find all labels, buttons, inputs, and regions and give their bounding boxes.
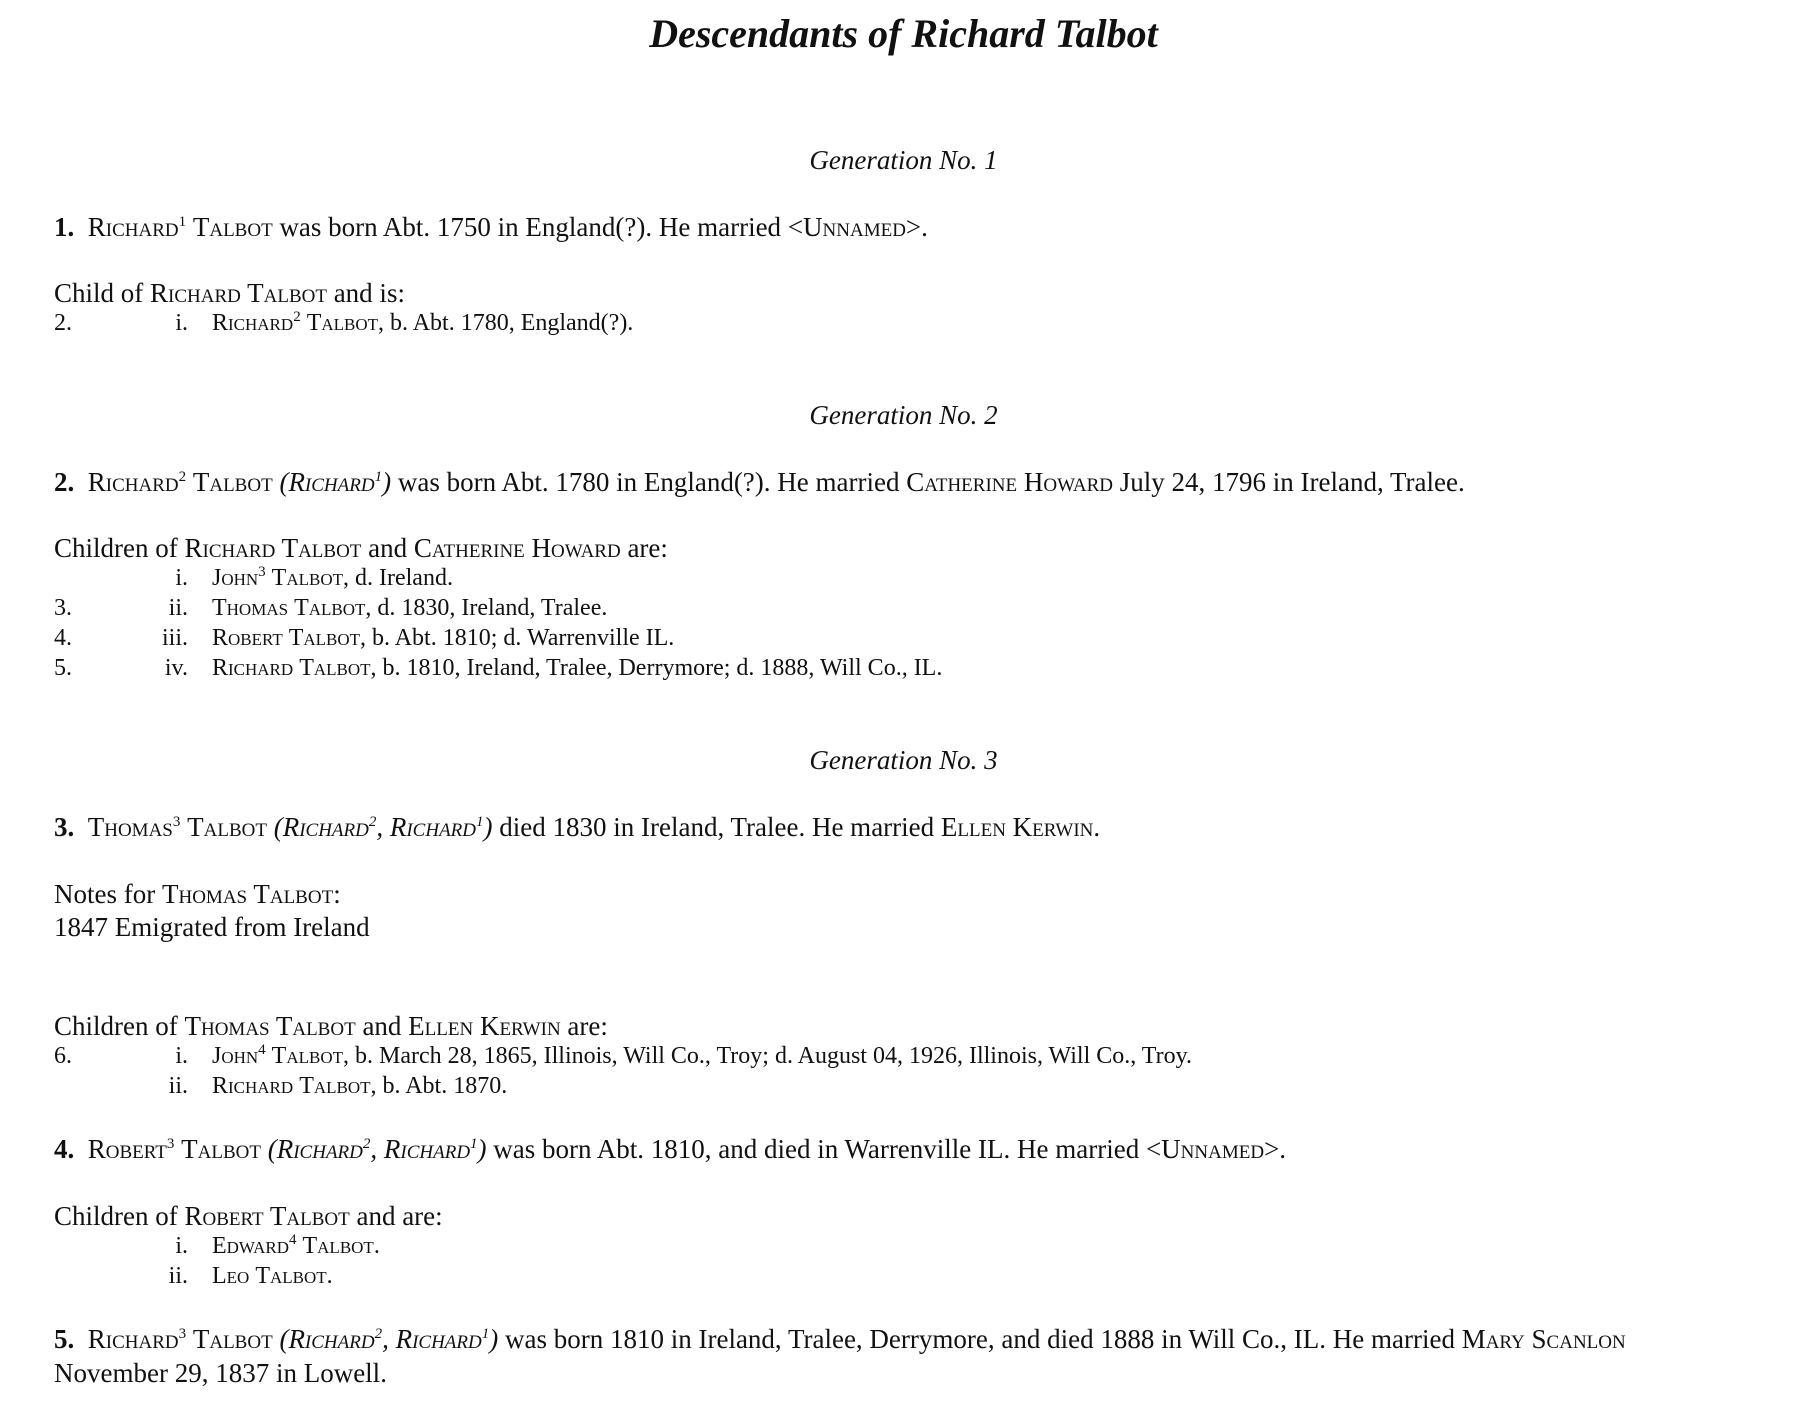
person-surname: Talbot bbox=[192, 212, 273, 242]
child-roman-numeral: iv. bbox=[164, 655, 188, 681]
child-row bbox=[0, 1233, 1807, 1263]
generation-heading-3: Generation No. 3 bbox=[809, 745, 998, 775]
child-surname: Talbot bbox=[306, 310, 379, 336]
child-row bbox=[0, 625, 1807, 655]
ancestor-name-2: Richard bbox=[389, 812, 477, 842]
child-details: , d. 1830, Ireland, Tralee. bbox=[365, 595, 608, 621]
entry-number: 3. bbox=[54, 812, 75, 842]
spouse-name: <Unnamed> bbox=[787, 212, 922, 242]
entry-text-2: July 24, 1796 in Ireland, Tralee. bbox=[1113, 467, 1465, 497]
child-details: , b. 1810, Ireland, Tralee, Derrymore; d. 1888, Will Co., IL. bbox=[370, 655, 943, 681]
children-prefix: Children of bbox=[54, 533, 185, 563]
ancestry-open: ( bbox=[279, 467, 289, 497]
child-ref-number: 3. bbox=[54, 595, 72, 621]
child-roman-numeral: ii. bbox=[168, 1263, 188, 1289]
ancestry-close: ) bbox=[382, 467, 392, 497]
entry-text: was born Abt. 1750 in England(?). He married bbox=[272, 212, 788, 242]
child-roman-numeral: i. bbox=[175, 565, 188, 591]
children-heading-4 bbox=[54, 1201, 443, 1232]
children-and: and bbox=[355, 1011, 409, 1041]
entry-number: 4. bbox=[54, 1134, 75, 1164]
person-entry-5 bbox=[54, 1324, 1626, 1355]
child-ref-number: 6. bbox=[54, 1043, 72, 1069]
child-text bbox=[212, 655, 942, 682]
entry-number: 5. bbox=[54, 1324, 75, 1354]
children-prefix: Children of bbox=[54, 1201, 185, 1231]
spouse-name: Catherine Howard bbox=[906, 467, 1114, 497]
notes-prefix: Notes for bbox=[54, 879, 162, 909]
child-surname: Talbot bbox=[271, 1043, 343, 1069]
child-roman-numeral: iii. bbox=[161, 625, 188, 651]
child-row bbox=[0, 1073, 1807, 1103]
generation-superscript: 3 bbox=[178, 1326, 187, 1342]
person-given-name: Richard bbox=[87, 467, 179, 497]
person-entry-2 bbox=[54, 467, 1465, 498]
child-roman-numeral: ii. bbox=[168, 595, 188, 621]
child-details: , b. Abt. 1810; d. Warrenville IL. bbox=[360, 625, 675, 651]
child-given-name: Edward bbox=[212, 1233, 289, 1259]
person-surname: Talbot bbox=[192, 1324, 273, 1354]
child-given-name: Richard bbox=[212, 1073, 294, 1099]
generation-heading-1: Generation No. 1 bbox=[809, 145, 998, 175]
child-text bbox=[212, 1043, 1192, 1070]
ancestry-close: ) bbox=[477, 1134, 487, 1164]
parent-name-2: Ellen Kerwin bbox=[408, 1011, 561, 1041]
person-surname: Talbot bbox=[181, 1134, 261, 1164]
person-entry-5-continuation: November 29, 1837 in Lowell. bbox=[54, 1358, 387, 1388]
ancestor-name: Richard bbox=[282, 812, 369, 842]
child-row bbox=[0, 655, 1807, 685]
entry-number: 1. bbox=[54, 212, 75, 242]
child-ref-number: 4. bbox=[54, 625, 72, 651]
child-surname: Talbot bbox=[255, 1263, 327, 1289]
entry-text: was born Abt. 1780 in England(?). He married bbox=[391, 467, 907, 497]
child-given-name: Richard bbox=[212, 310, 294, 336]
child-given-name: John bbox=[212, 565, 259, 591]
children-prefix: Child of bbox=[54, 278, 151, 308]
child-surname: Talbot bbox=[271, 565, 343, 591]
person-given-name: Richard bbox=[87, 212, 179, 242]
person-entry-4 bbox=[54, 1134, 1286, 1165]
child-details: , b. Abt. 1780, England(?). bbox=[378, 310, 634, 336]
child-given-name: Robert bbox=[212, 625, 283, 651]
generation-superscript: 3 bbox=[166, 1136, 175, 1152]
person-given-name: Richard bbox=[87, 1324, 179, 1354]
child-row bbox=[0, 1263, 1807, 1293]
person-entry-3 bbox=[54, 812, 1100, 843]
notes-suffix: : bbox=[333, 879, 341, 909]
child-text bbox=[212, 1233, 380, 1260]
notes-body: 1847 Emigrated from Ireland bbox=[54, 912, 370, 942]
ancestor-superscript-2: 1 bbox=[476, 814, 484, 830]
child-details: . bbox=[326, 1263, 333, 1289]
entry-end: . bbox=[1279, 1134, 1287, 1164]
ancestor-superscript: 2 bbox=[374, 1326, 383, 1342]
entry-text: was born Abt. 1810, and died in Warrenville IL. He married bbox=[486, 1134, 1146, 1164]
children-heading-2 bbox=[54, 533, 668, 564]
child-given-name: Richard bbox=[212, 655, 294, 681]
entry-number: 2. bbox=[54, 467, 75, 497]
child-roman-numeral: i. bbox=[175, 1233, 188, 1259]
ancestry-separator: , bbox=[376, 812, 390, 842]
child-given-name: Leo bbox=[212, 1263, 250, 1289]
child-superscript: 3 bbox=[258, 564, 266, 580]
children-suffix: are: bbox=[560, 1011, 608, 1041]
children-suffix: and are: bbox=[349, 1201, 443, 1231]
ancestor-name: Richard bbox=[288, 1324, 375, 1354]
child-row bbox=[0, 565, 1807, 595]
ancestry-separator: , bbox=[382, 1324, 396, 1354]
child-surname: Talbot bbox=[299, 1073, 371, 1099]
child-surname: Talbot bbox=[288, 625, 361, 651]
entry-end: . bbox=[921, 212, 928, 242]
children-suffix: and is: bbox=[326, 278, 405, 308]
person-surname: Talbot bbox=[192, 467, 273, 497]
ancestor-superscript-2: 1 bbox=[470, 1136, 478, 1152]
ancestor-superscript: 2 bbox=[368, 814, 377, 830]
child-details: , b. March 28, 1865, Illinois, Will Co., Troy; d. August 04, 1926, Illinois, Will Co., Troy. bbox=[343, 1043, 1193, 1069]
ancestry-separator: , bbox=[370, 1134, 384, 1164]
child-text bbox=[212, 1073, 507, 1100]
page-title: Descendants of Richard Talbot bbox=[649, 11, 1158, 56]
entry-end: . bbox=[1093, 812, 1101, 842]
child-text bbox=[212, 565, 453, 592]
parent-name-2: Catherine Howard bbox=[413, 533, 621, 563]
generation-superscript: 1 bbox=[178, 214, 187, 230]
ancestor-name: Richard bbox=[288, 467, 375, 497]
children-heading-1 bbox=[54, 278, 405, 309]
ancestor-name-2: Richard bbox=[383, 1134, 471, 1164]
spouse-name: Mary Scanlon bbox=[1461, 1324, 1626, 1354]
child-roman-numeral: i. bbox=[175, 1043, 188, 1069]
ancestor-superscript-2: 1 bbox=[481, 1326, 490, 1342]
child-text bbox=[212, 595, 607, 622]
ancestor-name: Richard bbox=[276, 1134, 363, 1164]
generation-superscript: 3 bbox=[172, 814, 181, 830]
child-text bbox=[212, 1263, 333, 1290]
child-superscript: 4 bbox=[258, 1042, 266, 1058]
child-surname: Talbot bbox=[299, 655, 371, 681]
entry-text: died 1830 in Ireland, Tralee. He married bbox=[492, 812, 941, 842]
ancestry-open: ( bbox=[273, 812, 283, 842]
parent-name: Richard Talbot bbox=[184, 533, 362, 563]
child-details: , d. Ireland. bbox=[343, 565, 453, 591]
spouse-name: Ellen Kerwin bbox=[940, 812, 1094, 842]
child-ref-number: 5. bbox=[54, 655, 72, 681]
parent-name: Robert Talbot bbox=[184, 1201, 350, 1231]
ancestor-superscript: 2 bbox=[362, 1136, 371, 1152]
person-surname: Talbot bbox=[187, 812, 267, 842]
ancestry-open: ( bbox=[267, 1134, 277, 1164]
ancestry-open: ( bbox=[279, 1324, 289, 1354]
child-roman-numeral: i. bbox=[175, 310, 188, 336]
person-given-name: Robert bbox=[87, 1134, 167, 1164]
generation-superscript: 2 bbox=[178, 469, 187, 485]
ancestry-close: ) bbox=[489, 1324, 499, 1354]
generation-heading-2: Generation No. 2 bbox=[809, 400, 998, 430]
child-given-name: Thomas bbox=[212, 595, 289, 621]
child-text bbox=[212, 310, 633, 337]
child-surname: Talbot bbox=[302, 1233, 374, 1259]
child-details: , b. Abt. 1870. bbox=[370, 1073, 508, 1099]
spouse-name: <Unnamed> bbox=[1145, 1134, 1280, 1164]
children-and: and bbox=[361, 533, 414, 563]
children-heading-3 bbox=[54, 1011, 608, 1042]
child-surname: Talbot bbox=[294, 595, 366, 621]
parent-name: Thomas Talbot bbox=[184, 1011, 356, 1041]
child-given-name: John bbox=[212, 1043, 259, 1069]
child-text bbox=[212, 625, 674, 652]
child-roman-numeral: ii. bbox=[168, 1073, 188, 1099]
child-row bbox=[0, 1043, 1807, 1073]
notes-person-name: Thomas Talbot bbox=[161, 879, 334, 909]
notes-heading bbox=[54, 879, 341, 910]
children-prefix: Children of bbox=[54, 1011, 185, 1041]
entry-text: was born 1810 in Ireland, Tralee, Derrymore, and died 1888 in Will Co., IL. He married bbox=[498, 1324, 1462, 1354]
parent-name: Richard Talbot bbox=[150, 278, 327, 308]
ancestor-name-2: Richard bbox=[395, 1324, 482, 1354]
person-entry-1 bbox=[54, 212, 928, 243]
ancestry-close: ) bbox=[483, 812, 493, 842]
child-superscript: 4 bbox=[289, 1232, 297, 1248]
children-suffix: are: bbox=[620, 533, 668, 563]
child-superscript: 2 bbox=[293, 309, 301, 325]
person-given-name: Thomas bbox=[87, 812, 173, 842]
child-row bbox=[0, 595, 1807, 625]
child-row bbox=[0, 310, 1807, 340]
child-ref-number: 2. bbox=[54, 310, 72, 336]
ancestor-superscript: 1 bbox=[374, 469, 383, 485]
child-details: . bbox=[373, 1233, 380, 1259]
